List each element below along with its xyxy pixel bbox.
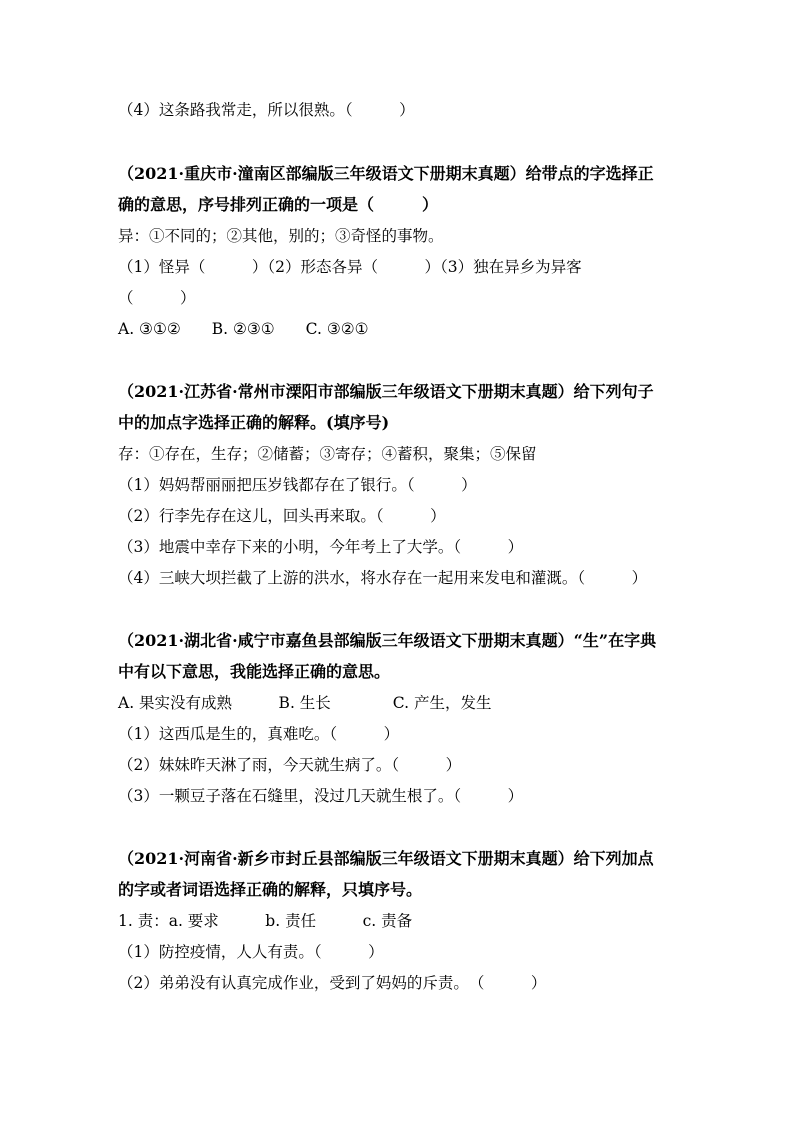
character-definitions: 1. 责：a. 要求 b. 责任 c. 责备 [118, 912, 413, 930]
sentence-1: （1）防控疫情，人人有责。（ ） [118, 943, 384, 961]
question-heading-line-1: （2021·河南省·新乡市封丘县部编版三年级语文下册期末真题）给下列加点 [118, 849, 654, 868]
sentence-1: （1）这西瓜是生的，真难吃。（ ） [118, 725, 400, 743]
question-heading-line-1: （2021·重庆市·潼南区部编版三年级语文下册期末真题）给带点的字选择正 [118, 164, 654, 183]
question-heading-line-1: （2021·湖北省·咸宁市嘉鱼县部编版三年级语文下册期末真题）“生”在字典 [118, 631, 657, 650]
character-definitions: 异：①不同的；②其他，别的；③奇怪的事物。 [118, 227, 444, 245]
character-definitions: 存：①存在，生存；②储蓄；③寄存；④蓄积，聚集；⑤保留 [118, 445, 537, 463]
word-items-continued: （ ） [118, 289, 196, 307]
sentence-2: （2）妹妹昨天淋了雨，今天就生病了。（ ） [118, 756, 462, 774]
question-heading-line-2: 中有以下意思，我能选择正确的意思。 [118, 662, 391, 681]
word-items: （1）怪异（ ）（2）形态各异（ ）（3）独在异乡为异客 [118, 258, 582, 276]
sentence-4: （4）这条路我常走，所以很熟。（ ） [118, 101, 415, 119]
answer-options: A. ③①② B. ②③① C. ③②① [118, 320, 369, 338]
question-heading-line-2: 确的意思，序号排列正确的一项是（ ） [118, 195, 439, 214]
sentence-2: （2）弟弟没有认真完成作业，受到了妈妈的斥责。 （ ） [118, 974, 547, 992]
question-heading-line-1: （2021·江苏省·常州市溧阳市部编版三年级语文下册期末真题）给下列句子 [118, 382, 654, 401]
question-heading-line-2: 的字或者词语选择正确的解释，只填序号。 [118, 880, 423, 899]
sentence-4: （4）三峡大坝拦截了上游的洪水，将水存在一起用来发电和灌溉。（ ） [118, 569, 648, 587]
question-heading-line-2: 中的加点字选择正确的解释。(填序号) [118, 413, 390, 432]
sentence-3: （3）地震中幸存下来的小明，今年考上了大学。（ ） [118, 538, 524, 556]
answer-options: A. 果实没有成熟 B. 生长 C. 产生，发生 [118, 694, 492, 712]
sentence-2: （2）行李先存在这儿，回头再来取。（ ） [118, 507, 446, 525]
sentence-3: （3）一颗豆子落在石缝里，没过几天就生根了。（ ） [118, 787, 524, 805]
sentence-1: （1）妈妈帮丽丽把压岁钱都存在了银行。（ ） [118, 476, 477, 494]
